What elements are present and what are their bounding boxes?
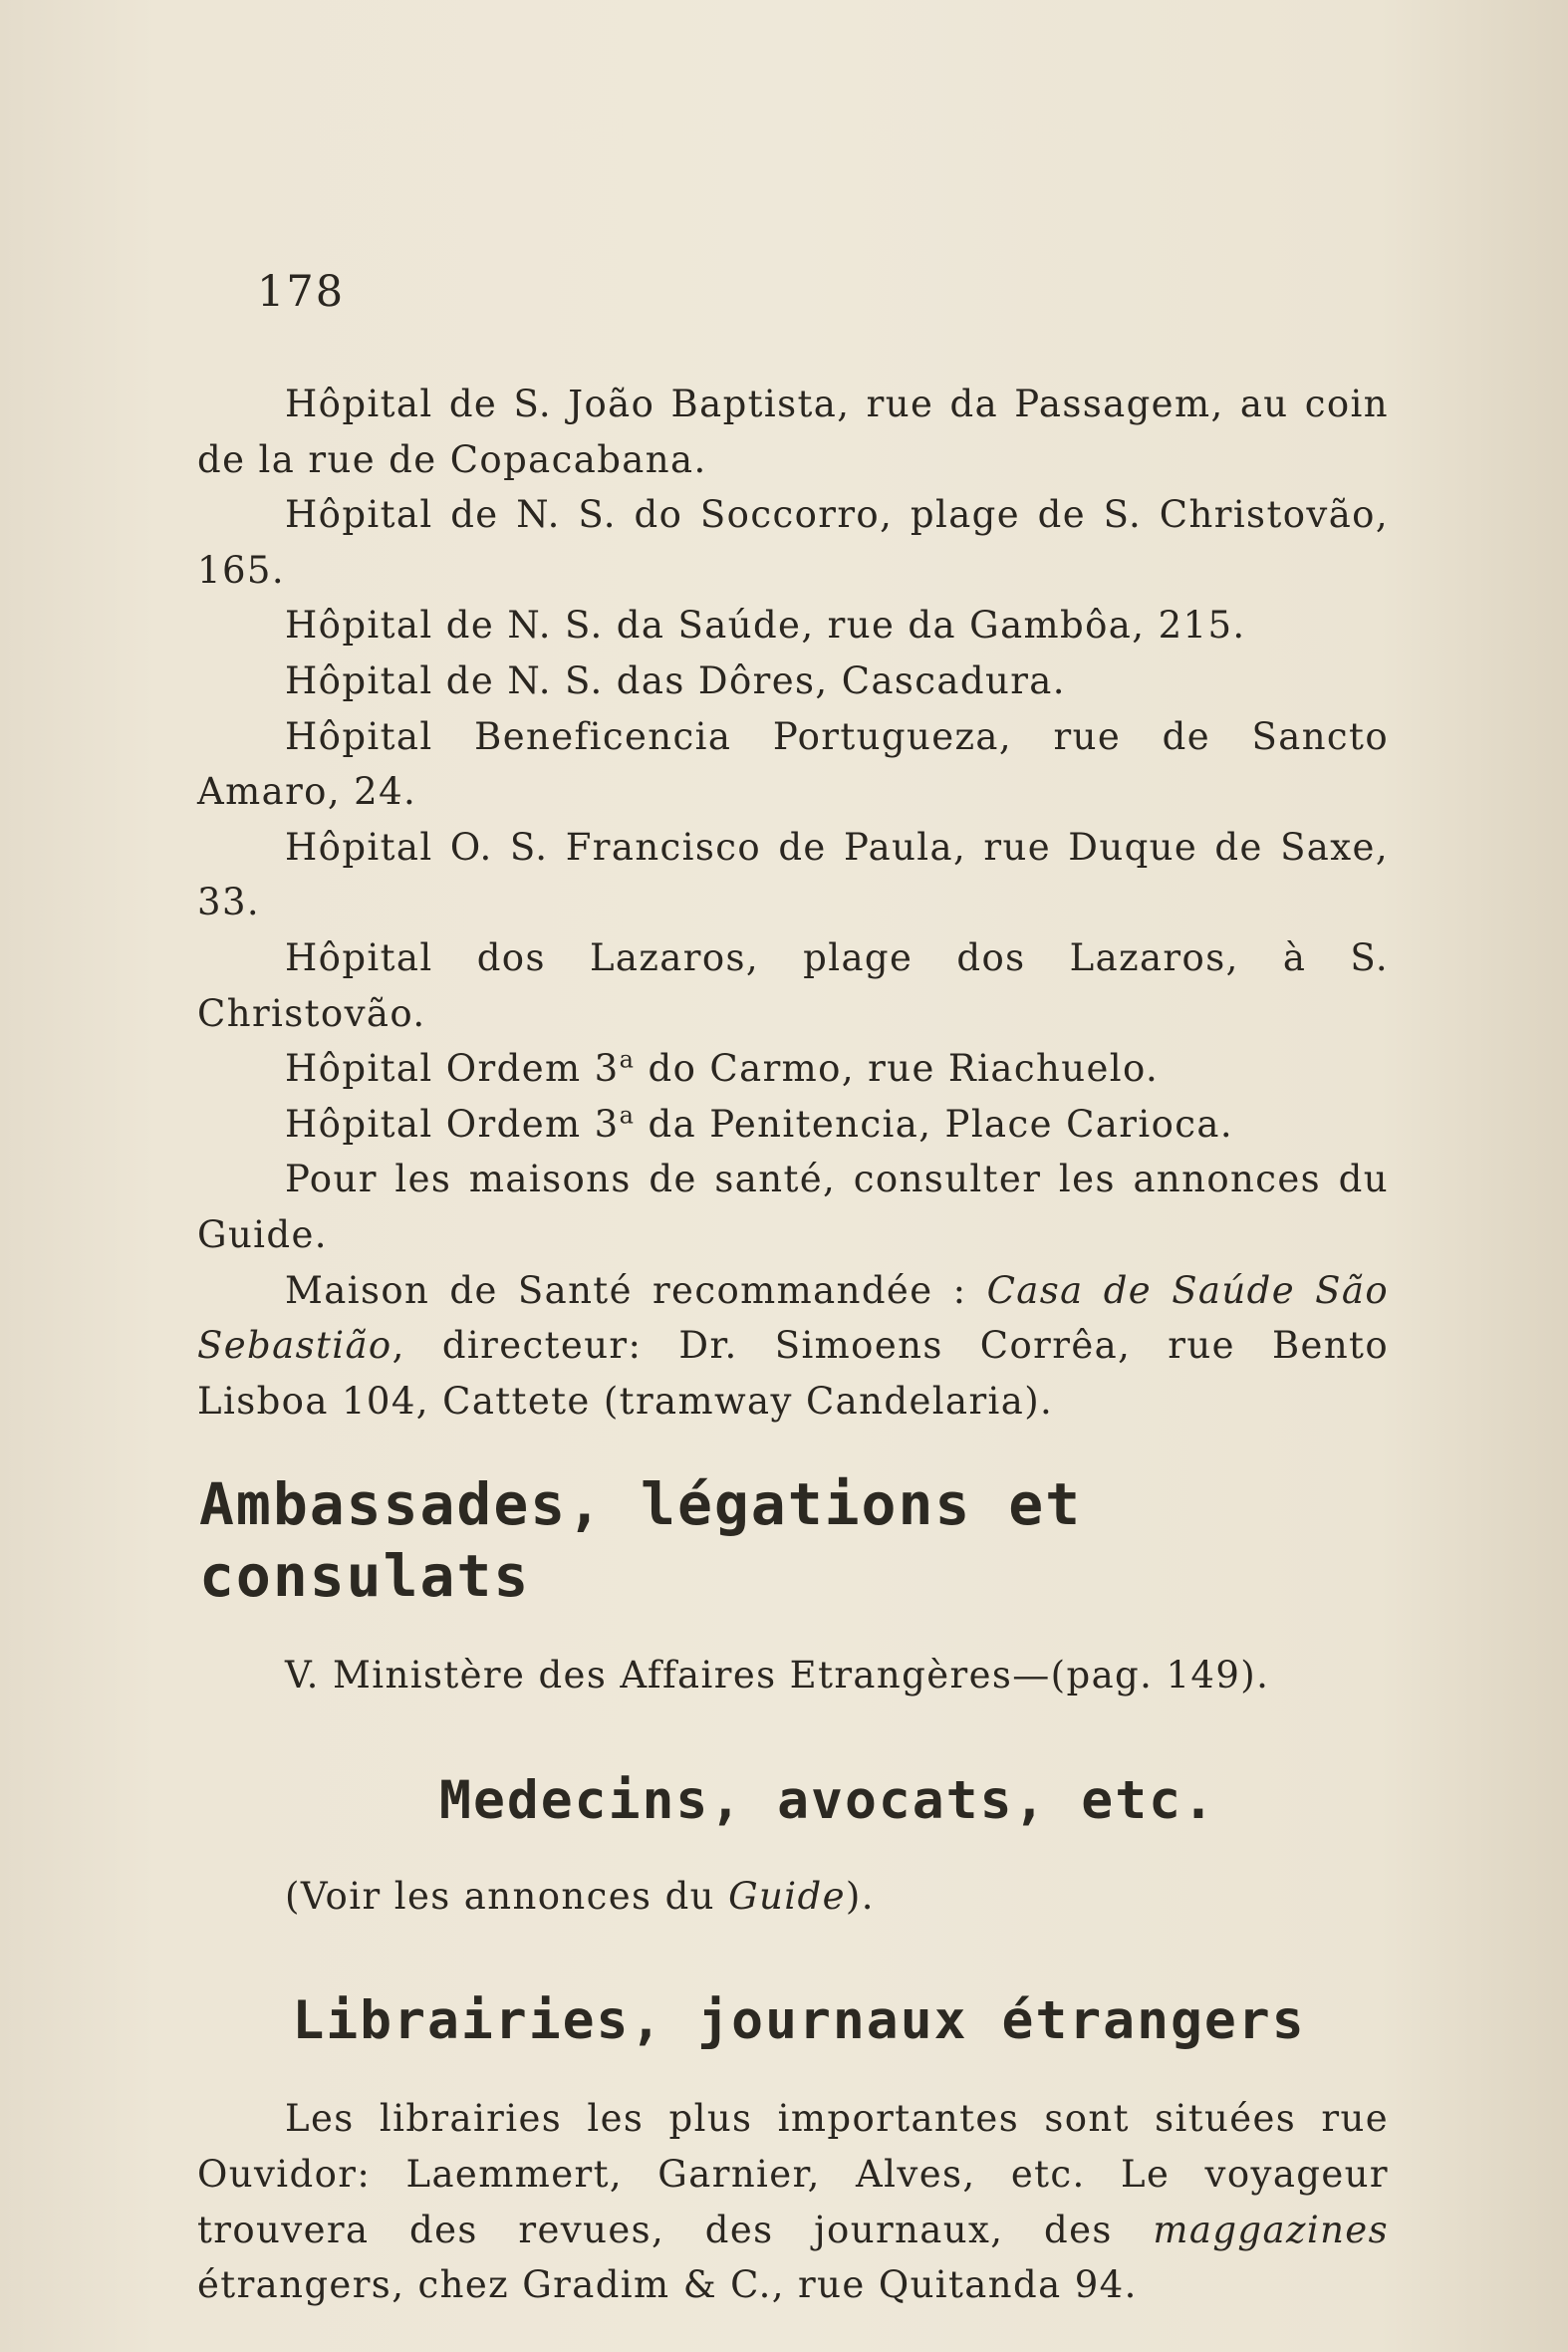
librairies-text xyxy=(197,2091,1389,2312)
section-heading-medecins: Medecins, avocats, etc. xyxy=(439,1769,1216,1831)
ordinal-superscript: a xyxy=(619,1101,636,1130)
entry-text: Hôpital Ordem 3 xyxy=(285,1047,620,1091)
ordinal-superscript: a xyxy=(619,1045,636,1074)
entry-text: da Penitencia, Place Carioca. xyxy=(635,1102,1233,1146)
medecins-note-text: (Voir les annonces du xyxy=(285,1874,729,1918)
magazines-word: maggazines xyxy=(1153,2208,1389,2251)
hospital-entry: Hôpital de N. S. das Dôres, Cascadura. xyxy=(285,658,1066,702)
librairies-text-end: étrangers, chez Gradim & C., rue Quitanda 94. xyxy=(197,2263,1138,2307)
hospital-entry xyxy=(197,1041,1389,1097)
maison-name: Casa de Saúde São Sebastião xyxy=(197,1268,1389,1368)
maison-recommandee xyxy=(197,1263,1389,1430)
maison-intro: Maison de Santé recommandée : xyxy=(285,1268,987,1312)
ambassades-reference: V. Ministère des Affaires Etrangères—(pag. 149). xyxy=(285,1654,1270,1698)
hospital-entry: Hôpital dos Lazaros, plage dos Lazaros, à S. Christovão. xyxy=(197,935,1389,1035)
hospital-entry: Hôpital Beneficencia Portugueza, rue de Sancto Amaro, 24. xyxy=(197,714,1389,814)
page-body xyxy=(197,377,1389,2313)
section-heading-ambassades: Ambassades, légations et consulats xyxy=(199,1470,1083,1611)
hospital-entry xyxy=(197,1097,1389,1153)
page-number: 178 xyxy=(257,267,346,317)
hospital-entry: Hôpital de N. S. da Saúde, rue da Gambôa, 215. xyxy=(285,604,1246,648)
librairies-text-start: Les librairies les plus importantes sont situées rue Ouvidor: Laemmert, Garnier, Alves, etc. Le voyageur trouvera des revues, des journaux, des xyxy=(197,2097,1389,2251)
guide-title: Guide xyxy=(728,1874,846,1918)
hospital-entry: Hôpital O. S. Francisco de Paula, rue Duque de Saxe, 33. xyxy=(197,825,1389,924)
medecins-note-end: ). xyxy=(845,1874,875,1918)
hospital-entry: Hôpital de N. S. do Soccorro, plage de S. Christovão, 165. xyxy=(197,493,1389,592)
maisons-note: Pour les maisons de santé, consulter les annonces du Guide. xyxy=(197,1158,1389,1256)
maison-details: , directeur: Dr. Simoens Corrêa, rue Bento Lisboa 104, Cattete (tramway Candelaria). xyxy=(197,1324,1389,1423)
entry-text: do Carmo, rue Riachuelo. xyxy=(635,1047,1160,1091)
medecins-note xyxy=(197,1869,1389,1925)
entry-text: Hôpital Ordem 3 xyxy=(285,1102,620,1146)
hospital-entry: Hôpital de S. João Baptista, rue da Passagem, au coin de la rue de Copacabana. xyxy=(197,383,1389,481)
section-heading-librairies: Librairies, journaux étrangers xyxy=(292,1990,1306,2052)
